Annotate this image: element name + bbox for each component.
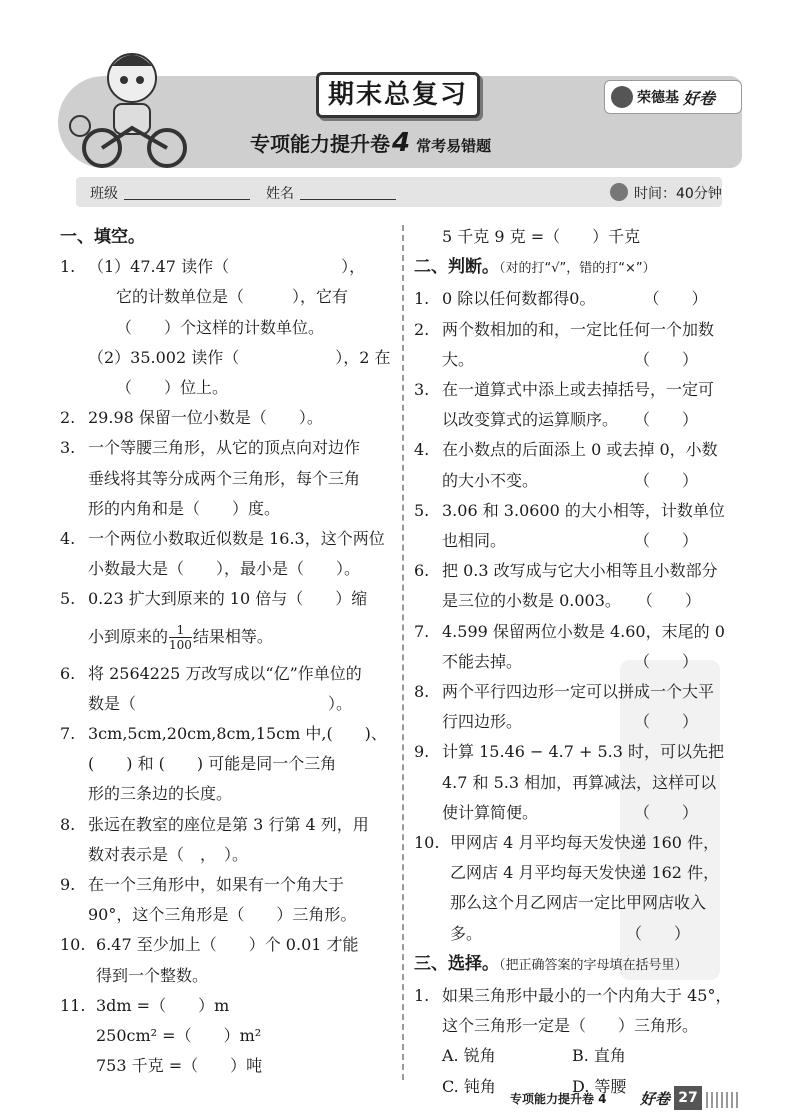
footer-label: 专项能力提升卷 4	[510, 1092, 607, 1106]
choice-1-line: 这个三角形一定是（ ）三角形。	[442, 1016, 699, 1036]
barcode-icon	[706, 1092, 740, 1108]
page-title: 期末总复习	[316, 72, 480, 118]
name-field[interactable]	[300, 199, 396, 200]
fraction: $\frac{1}{100}$	[169, 622, 192, 652]
option-c: C. 钝角	[442, 1076, 496, 1096]
question-8: 8. 张远在教室的座位是第 3 行第 4 列，用	[60, 814, 369, 834]
question-5-line: 小到原来的 $\frac{1}{100}$ 结果相等。	[88, 622, 273, 652]
question-5: 5. 0.23 扩大到原来的 10 倍与（ ）缩	[60, 589, 368, 609]
judge-10-line: 多。 （ ）	[450, 923, 691, 943]
judge-10: 10. 甲网店 4 月平均每天发快递 160 件，	[414, 833, 720, 853]
judge-6: 6. 把 0.3 改写成与它大小相等且小数部分	[414, 561, 718, 581]
section-choice: 三、选择。（把正确答案的字母填在括号里）	[414, 953, 688, 974]
question-11-line: 250cm² =（ ）m²	[96, 1026, 262, 1046]
name-label: 姓名	[266, 186, 294, 202]
avatar-icon	[611, 86, 633, 108]
question-10: 10. 6.47 至少加上（ ）个 0.01 才能	[60, 935, 359, 955]
subtitle-number: 4	[392, 128, 411, 158]
time-label: 时间：40分钟	[634, 186, 722, 202]
judge-7: 7. 4.599 保留两位小数是 4.60，末尾的 0	[414, 621, 725, 641]
question-2: 2. 29.98 保留一位小数是（ ）。	[60, 408, 323, 428]
info-bar	[76, 177, 722, 207]
judge-6-line: 是三位的小数是 0.003。 （ ）	[442, 591, 701, 611]
question-4: 4. 一个两位小数取近似数是 16.3，这个两位	[60, 529, 385, 549]
question-6: 6. 将 2564225 万改写成以“亿”作单位的	[60, 663, 362, 683]
page-footer	[480, 1086, 740, 1110]
subtitle-main: 专项能力提升卷	[250, 132, 390, 156]
judge-3: 3. 在一道算式中添上或去掉括号，一定可	[414, 380, 715, 400]
judge-4-line: 的大小不变。 （ ）	[442, 470, 699, 490]
footer-hao: 好卷	[640, 1090, 671, 1108]
question-10-line: 得到一个整数。	[96, 965, 209, 985]
judge-9: 9. 计算 15.46 − 4.7 + 5.3 时，可以先把	[414, 742, 725, 762]
left-column	[60, 222, 390, 1081]
judge-10-line: 那么这个月乙网店一定比甲网店收入	[450, 893, 707, 913]
judge-9-line: 4.7 和 5.3 相加，再算减法，这样可以	[442, 772, 717, 792]
column-divider	[402, 225, 404, 1080]
question-8-line: 数对表示是（ ， ）。	[88, 844, 249, 864]
question-11: 11. 3dm =（ ）m	[60, 995, 230, 1015]
judge-2-line: 大。 （ ）	[442, 349, 699, 369]
judge-8: 8. 两个平行四边形一定可以拼成一个大平	[414, 682, 715, 702]
logo-text: 荣德基	[637, 90, 679, 106]
question-1-line: （ ）个这样的计数单位。	[116, 317, 325, 337]
judge-4: 4. 在小数点的后面添上 0 或去掉 0，小数	[414, 440, 718, 460]
question-6-line: 数是（ ）。	[88, 693, 353, 713]
question-3: 3. 一个等腰三角形，从它的顶点向对边作	[60, 438, 361, 458]
question-7-line: ( ) 和 ( ) 可能是同一个三角	[88, 754, 337, 774]
brand-logo	[604, 80, 742, 114]
question-4-line: 小数最大是（ ），最小是（ ）。	[88, 559, 361, 579]
question-7: 7. 3cm,5cm,20cm,8cm,15cm 中,( )、	[60, 724, 387, 744]
question-1: 1. （1）47.47 读作（ ），	[60, 257, 366, 277]
question-3-line: 垂线将其等分成两个三角形，每个三角	[88, 468, 361, 488]
subtitle-tag: 常考易错题	[416, 137, 492, 155]
judge-5: 5. 3.06 和 3.0600 的大小相等，计数单位	[414, 500, 725, 520]
question-9: 9. 在一个三角形中，如果有一个角大于	[60, 875, 345, 895]
logo-hao: 好卷	[683, 88, 716, 108]
class-field[interactable]	[124, 199, 250, 200]
clock-icon	[610, 183, 628, 201]
judge-3-line: 以改变算式的运算顺序。 （ ）	[442, 410, 699, 430]
section-judge: 二、判断。（对的打“√”，错的打“×”）	[414, 257, 656, 278]
section-fill-blank: 一、填空。	[60, 227, 145, 247]
question-7-line: 形的三条边的长度。	[88, 784, 233, 804]
question-9-line: 90°，这个三角形是（ ）三角形。	[88, 905, 357, 925]
option-b: B. 直角	[572, 1046, 626, 1066]
question-1-line: （2）35.002 读作（ ），2 在	[88, 347, 391, 367]
subtitle	[250, 128, 650, 160]
option-d: D. 等腰	[572, 1076, 627, 1096]
class-label: 班级	[90, 186, 118, 202]
judge-7-line: 不能去掉。 （ ）	[442, 651, 699, 671]
right-column	[414, 222, 754, 1102]
choice-options-row	[414, 1041, 754, 1071]
judge-8-line: 行四边形。 （ ）	[442, 712, 699, 732]
judge-9-line: 使计算简便。 （ ）	[442, 802, 699, 822]
option-a: A. 锐角	[442, 1046, 496, 1066]
judge-5-line: 也相同。 （ ）	[442, 531, 699, 551]
judge-1: 1. 0 除以任何数都得0。 （ ）	[414, 289, 708, 309]
page-number: 27	[674, 1086, 702, 1110]
question-3-line: 形的内角和是（ ）度。	[88, 498, 281, 518]
question-11-line: 5 千克 9 克 =（ ）千克	[442, 227, 641, 246]
choice-1: 1. 如果三角形中最小的一个内角大于 45°，	[414, 986, 732, 1006]
judge-10-line: 乙网店 4 月平均每天发快递 162 件，	[450, 863, 720, 883]
judge-2: 2. 两个数相加的和，一定比任何一个加数	[414, 319, 715, 339]
mascot-cartoon-icon	[62, 48, 192, 173]
question-1-line: 它的计数单位是（ ），它有	[116, 287, 349, 307]
question-11-line: 753 千克 =（ ）吨	[96, 1056, 263, 1076]
question-1-line: （ ）位上。	[116, 378, 229, 398]
